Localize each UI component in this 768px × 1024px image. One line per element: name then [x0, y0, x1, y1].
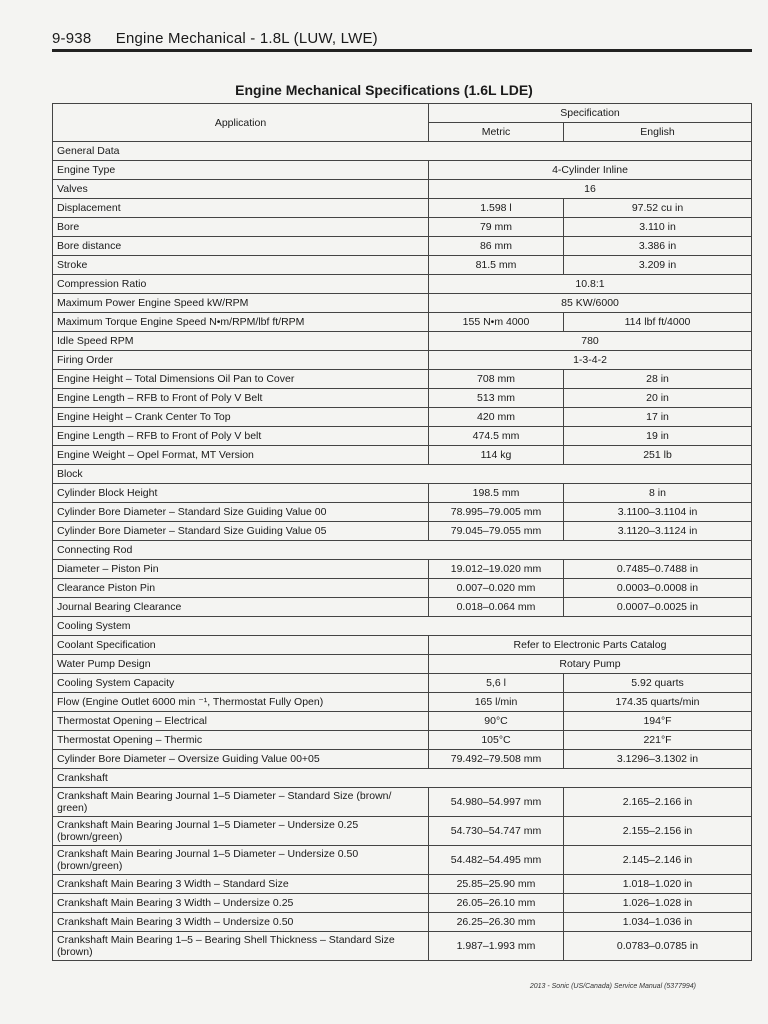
table-row [53, 579, 752, 598]
application-cell: Stroke [53, 256, 429, 275]
table-row [53, 560, 752, 579]
spec-value: Rotary Pump [429, 655, 752, 674]
application-cell: Crankshaft Main Bearing 3 Width – Standard Size [53, 875, 429, 894]
metric-value: 420 mm [429, 408, 564, 427]
table-row [53, 913, 752, 932]
table-row [53, 275, 752, 294]
table-row [53, 894, 752, 913]
application-cell: Crankshaft Main Bearing 3 Width – Undersize 0.50 [53, 913, 429, 932]
english-value: 28 in [564, 370, 752, 389]
metric-value: 165 l/min [429, 693, 564, 712]
table-title: Engine Mechanical Specifications (1.6L LDE) [235, 82, 533, 98]
section-title: Engine Mechanical - 1.8L (LUW, LWE) [115, 30, 378, 47]
table-row [53, 674, 752, 693]
metric-value: 708 mm [429, 370, 564, 389]
table-row [53, 427, 752, 446]
spec-value: 780 [429, 332, 752, 351]
metric-value: 54.482–54.495 mm [429, 846, 564, 875]
header-row-1 [53, 104, 752, 123]
table-row [53, 598, 752, 617]
table-row [53, 636, 752, 655]
spec-table-body [53, 142, 752, 961]
table-row [53, 313, 752, 332]
section-label: Connecting Rod [53, 541, 752, 560]
section-label: Crankshaft [53, 769, 752, 788]
metric-value: 86 mm [429, 237, 564, 256]
table-row [53, 332, 752, 351]
application-cell: Cylinder Bore Diameter – Oversize Guiding Value 00+05 [53, 750, 429, 769]
spec-value: 4-Cylinder Inline [429, 161, 752, 180]
section-row [53, 769, 752, 788]
footer: 2013 - Sonic (US/Canada) Service Manual (5377994) [529, 983, 696, 990]
application-cell: Crankshaft Main Bearing Journal 1–5 Diameter – Undersize 0.50 (brown/green) [53, 846, 429, 875]
table-row [53, 180, 752, 199]
english-value: 3.1296–3.1302 in [564, 750, 752, 769]
table-row [53, 503, 752, 522]
english-value: 114 lbf ft/4000 [564, 313, 752, 332]
application-cell: Cylinder Block Height [53, 484, 429, 503]
english-value: 0.0003–0.0008 in [564, 579, 752, 598]
english-value: 3.386 in [564, 237, 752, 256]
application-cell: Journal Bearing Clearance [53, 598, 429, 617]
english-value: 20 in [564, 389, 752, 408]
english-value: 1.018–1.020 in [564, 875, 752, 894]
english-value: 0.0007–0.0025 in [564, 598, 752, 617]
spec-table [52, 103, 752, 961]
english-value: 174.35 quarts/min [564, 693, 752, 712]
english-value: 194°F [564, 712, 752, 731]
english-value: 3.1100–3.1104 in [564, 503, 752, 522]
spec-value: 85 KW/6000 [429, 294, 752, 313]
section-row [53, 617, 752, 636]
metric-value: 54.730–54.747 mm [429, 817, 564, 846]
table-row [53, 846, 752, 875]
application-cell: Crankshaft Main Bearing 3 Width – Undersize 0.25 [53, 894, 429, 913]
spec-value: Refer to Electronic Parts Catalog [429, 636, 752, 655]
application-cell: Maximum Torque Engine Speed N•m/RPM/lbf ft/RPM [53, 313, 429, 332]
metric-value: 25.85–25.90 mm [429, 875, 564, 894]
metric-value: 79.492–79.508 mm [429, 750, 564, 769]
metric-value: 0.018–0.064 mm [429, 598, 564, 617]
table-row [53, 788, 752, 817]
table-row [53, 370, 752, 389]
english-value: 8 in [564, 484, 752, 503]
english-value: 5.92 quarts [564, 674, 752, 693]
col-english: English [564, 123, 752, 142]
section-row [53, 465, 752, 484]
english-value: 1.026–1.028 in [564, 894, 752, 913]
table-row [53, 731, 752, 750]
table-row [53, 161, 752, 180]
metric-value: 78.995–79.005 mm [429, 503, 564, 522]
application-cell: Crankshaft Main Bearing Journal 1–5 Diameter – Undersize 0.25 (brown/green) [53, 817, 429, 846]
section-label: Block [53, 465, 752, 484]
application-cell: Idle Speed RPM [53, 332, 429, 351]
table-row [53, 408, 752, 427]
table-row [53, 655, 752, 674]
application-cell: Firing Order [53, 351, 429, 370]
english-value: 251 lb [564, 446, 752, 465]
application-cell: Thermostat Opening – Electrical [53, 712, 429, 731]
table-row [53, 446, 752, 465]
table-row [53, 875, 752, 894]
metric-value: 54.980–54.997 mm [429, 788, 564, 817]
table-row [53, 199, 752, 218]
application-cell: Crankshaft Main Bearing Journal 1–5 Diameter – Standard Size (brown/ green) [53, 788, 429, 817]
application-cell: Engine Type [53, 161, 429, 180]
page-number: 9-938 [52, 30, 92, 47]
table-row [53, 389, 752, 408]
english-value: 3.1120–3.1124 in [564, 522, 752, 541]
english-value: 3.110 in [564, 218, 752, 237]
english-value: 3.209 in [564, 256, 752, 275]
col-specification: Specification [429, 104, 752, 123]
metric-value: 19.012–19.020 mm [429, 560, 564, 579]
application-cell: Bore distance [53, 237, 429, 256]
metric-value: 474.5 mm [429, 427, 564, 446]
spec-value: 10.8:1 [429, 275, 752, 294]
metric-value: 1.598 l [429, 199, 564, 218]
section-row [53, 142, 752, 161]
table-row [53, 932, 752, 961]
col-metric: Metric [429, 123, 564, 142]
table-row [53, 351, 752, 370]
english-value: 221°F [564, 731, 752, 750]
application-cell: Engine Weight – Opel Format, MT Version [53, 446, 429, 465]
header-rule [52, 49, 752, 52]
application-cell: Engine Height – Crank Center To Top [53, 408, 429, 427]
metric-value: 26.25–26.30 mm [429, 913, 564, 932]
english-value: 17 in [564, 408, 752, 427]
metric-value: 198.5 mm [429, 484, 564, 503]
english-value: 2.145–2.146 in [564, 846, 752, 875]
metric-value: 513 mm [429, 389, 564, 408]
application-cell: Engine Length – RFB to Front of Poly V belt [53, 427, 429, 446]
english-value: 97.52 cu in [564, 199, 752, 218]
application-cell: Cylinder Bore Diameter – Standard Size Guiding Value 05 [53, 522, 429, 541]
metric-value: 1.987–1.993 mm [429, 932, 564, 961]
metric-value: 155 N•m 4000 [429, 313, 564, 332]
application-cell: Bore [53, 218, 429, 237]
english-value: 2.155–2.156 in [564, 817, 752, 846]
application-cell: Compression Ratio [53, 275, 429, 294]
metric-value: 114 kg [429, 446, 564, 465]
page-header [52, 30, 752, 47]
metric-value: 26.05–26.10 mm [429, 894, 564, 913]
metric-value: 79 mm [429, 218, 564, 237]
section-label: General Data [53, 142, 752, 161]
english-value: 0.7485–0.7488 in [564, 560, 752, 579]
table-row [53, 693, 752, 712]
metric-value: 5,6 l [429, 674, 564, 693]
application-cell: Coolant Specification [53, 636, 429, 655]
application-cell: Thermostat Opening – Thermic [53, 731, 429, 750]
table-row [53, 750, 752, 769]
application-cell: Clearance Piston Pin [53, 579, 429, 598]
english-value: 19 in [564, 427, 752, 446]
table-row [53, 218, 752, 237]
table-row [53, 522, 752, 541]
section-label: Cooling System [53, 617, 752, 636]
table-row [53, 712, 752, 731]
section-row [53, 541, 752, 560]
spec-value: 1-3-4-2 [429, 351, 752, 370]
application-cell: Cooling System Capacity [53, 674, 429, 693]
table-row [53, 237, 752, 256]
application-cell: Engine Length – RFB to Front of Poly V Belt [53, 389, 429, 408]
metric-value: 79.045–79.055 mm [429, 522, 564, 541]
table-row [53, 256, 752, 275]
table-row [53, 817, 752, 846]
metric-value: 81.5 mm [429, 256, 564, 275]
section-label: Valves [53, 180, 429, 199]
spec-value: 16 [429, 180, 752, 199]
table-row [53, 484, 752, 503]
application-cell: Cylinder Bore Diameter – Standard Size Guiding Value 00 [53, 503, 429, 522]
metric-value: 90°C [429, 712, 564, 731]
col-application: Application [53, 104, 429, 142]
application-cell: Engine Height – Total Dimensions Oil Pan to Cover [53, 370, 429, 389]
table-row [53, 294, 752, 313]
application-cell: Maximum Power Engine Speed kW/RPM [53, 294, 429, 313]
application-cell: Flow (Engine Outlet 6000 min ⁻¹, Thermostat Fully Open) [53, 693, 429, 712]
english-value: 2.165–2.166 in [564, 788, 752, 817]
metric-value: 105°C [429, 731, 564, 750]
english-value: 0.0783–0.0785 in [564, 932, 752, 961]
application-cell: Displacement [53, 199, 429, 218]
application-cell: Crankshaft Main Bearing 1–5 – Bearing Shell Thickness – Standard Size (brown) [53, 932, 429, 961]
metric-value: 0.007–0.020 mm [429, 579, 564, 598]
application-cell: Water Pump Design [53, 655, 429, 674]
application-cell: Diameter – Piston Pin [53, 560, 429, 579]
english-value: 1.034–1.036 in [564, 913, 752, 932]
